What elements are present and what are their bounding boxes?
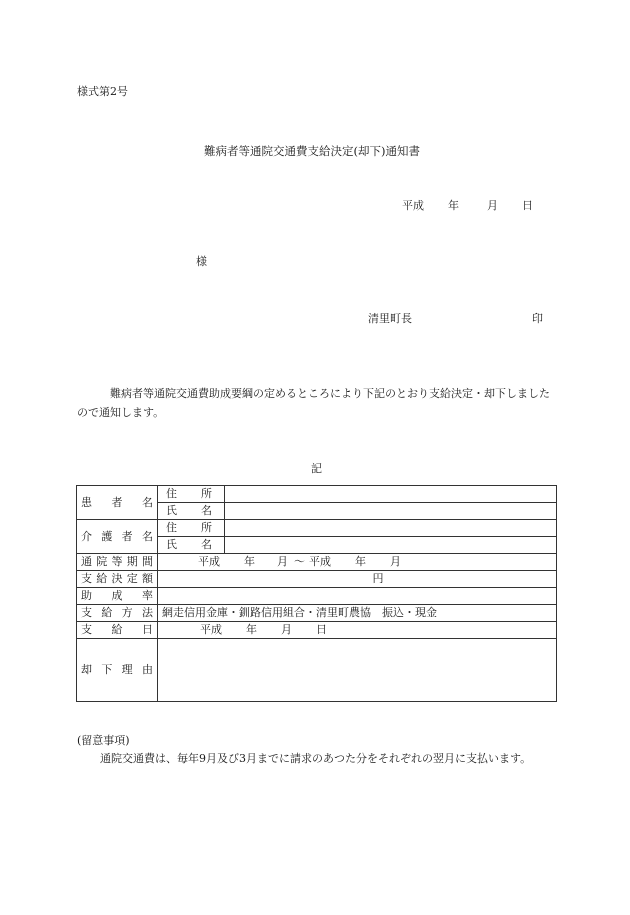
amount-value[interactable]	[158, 571, 557, 588]
notes-heading: (留意事項)	[77, 734, 130, 747]
notes-text: 通院交通費は、毎年9月及び3月までに請求のあつた分をそれぞれの翌月に支払います。	[100, 752, 532, 765]
address-char-2: 所	[201, 487, 212, 500]
amount-unit: 円	[372, 572, 384, 585]
period-year-end: 年	[355, 555, 366, 568]
period-year-start: 年	[244, 555, 255, 568]
date-year: 年	[448, 199, 459, 212]
address-char-1: 住	[166, 487, 177, 500]
date-month: 月	[487, 199, 498, 212]
caregiver-address-value[interactable]	[225, 520, 557, 537]
body-text: 難病者等通院交通費助成要綱の定めるところにより下記のとおり支給決定・却下しましたので通知します。	[77, 387, 550, 419]
date-day: 日	[522, 199, 533, 212]
details-table	[76, 485, 557, 702]
table-row	[77, 622, 557, 639]
table-row	[77, 639, 557, 702]
record-heading: 記	[311, 462, 322, 475]
period-month-start: 月	[277, 555, 288, 568]
paydate-era: 平成	[200, 623, 222, 636]
period-month-end: 月	[390, 555, 401, 568]
name-char-2: 名	[201, 538, 212, 551]
table-row	[77, 605, 557, 622]
caregiver-name-label: 介 護 者 名	[77, 520, 158, 554]
name-char-1: 氏	[166, 504, 177, 517]
table-row	[77, 520, 557, 537]
patient-name-label: 患 者 名	[77, 486, 158, 520]
date-era: 平成	[402, 199, 424, 212]
paydate-month: 月	[281, 623, 292, 636]
caregiver-name-value[interactable]	[225, 537, 557, 554]
method-value[interactable]: 網走信用金庫・釧路信用組合・清里町農協 振込・現金	[158, 605, 557, 622]
name-char-1: 氏	[166, 538, 177, 551]
table-row	[77, 554, 557, 571]
rate-label: 助 成 率	[77, 588, 158, 605]
patient-address-label	[158, 486, 225, 503]
caregiver-address-label	[158, 520, 225, 537]
addressee-suffix: 様	[196, 255, 207, 268]
table-row	[77, 571, 557, 588]
date-line	[402, 199, 533, 213]
period-era-start: 平成	[198, 555, 220, 568]
address-char-2: 所	[201, 521, 212, 534]
period-value[interactable]	[158, 554, 557, 571]
seal-mark: 印	[532, 312, 543, 325]
patient-address-value[interactable]	[225, 486, 557, 503]
patient-name-sublabel	[158, 503, 225, 520]
paydate-day: 日	[316, 623, 327, 636]
caregiver-name-sublabel	[158, 537, 225, 554]
address-char-1: 住	[166, 521, 177, 534]
reason-value[interactable]	[158, 639, 557, 702]
rate-value[interactable]	[158, 588, 557, 605]
patient-name-value[interactable]	[225, 503, 557, 520]
document-title: 難病者等通院交通費支給決定(却下)通知書	[204, 144, 420, 158]
period-separator: ～	[294, 555, 305, 568]
paydate-value[interactable]	[158, 622, 557, 639]
table-row	[77, 588, 557, 605]
reason-label: 却 下 理 由	[77, 639, 158, 702]
period-era-end: 平成	[309, 555, 331, 568]
method-label: 支 給 方 法	[77, 605, 158, 622]
paydate-year: 年	[246, 623, 257, 636]
table-row	[77, 486, 557, 503]
paydate-label: 支 給 日	[77, 622, 158, 639]
period-label: 通院等期間	[77, 554, 158, 571]
amount-label: 支給決定額	[77, 571, 158, 588]
form-number: 様式第2号	[77, 85, 128, 98]
name-char-2: 名	[201, 504, 212, 517]
issuer: 清里町長	[368, 312, 412, 325]
